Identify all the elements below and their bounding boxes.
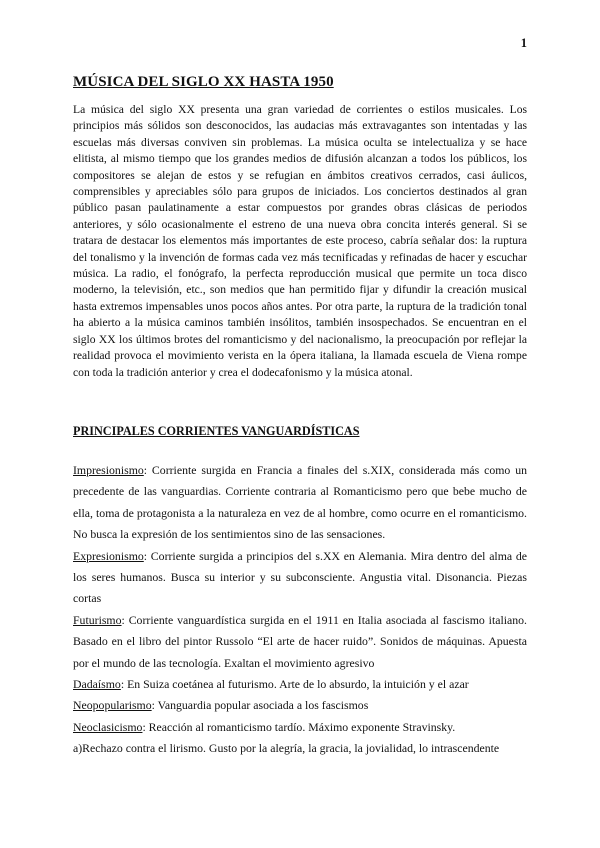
- movement-item-neopopularismo: [73, 695, 527, 716]
- movement-description: : Vanguardia popular asociada a los fascismos: [151, 698, 369, 713]
- movement-term: Expresionismo: [73, 548, 144, 563]
- movement-term: Impresionismo: [73, 463, 144, 477]
- movement-term: Futurismo: [73, 612, 122, 627]
- movement-term: Dadaísmo: [73, 677, 121, 692]
- movement-item-dadaismo: [73, 674, 527, 695]
- movement-item-expresionismo: [73, 546, 527, 610]
- movement-item-impresionismo: [73, 460, 527, 546]
- movement-description: : Corriente surgida a principios del s.XX en Alemania. Mira dentro del alma de los seres humanos. Busca su interior y su subconsciente. Angustia vital. Disonancia. Piezas cortas: [73, 548, 527, 606]
- movement-description: : Reacción al romanticismo tardío. Máximo exponente Stravinsky.: [142, 719, 456, 734]
- intro-paragraph: La música del siglo XX presenta una gran variedad de corrientes o estilos musicales. Los principios más sólidos son desconocidos, las audacias más extravagantes son intentadas y las escuelas más diversas conviven sin problemas. La música oculta se intelectualiza y se hace elitista, al mismo tiempo que los grandes medios de difusión alcanzan a todos los públicos, los compositores se alejan de estos y se refugian en ámbitos creativos cerrados, casi áulicos, comprensibles y apreciables sólo para grupos de iniciados. Los conciertos destinados al gran público pasan paulatinamente a estar compuestos por grandes obras clásicas de periodos anteriores, y sólo ocasionalmente el estreno de una nueva obra concita interés general. Si se tratara de destacar los elementos más importantes de este proceso, cabría señalar dos: la ruptura del tonalismo y la invención de formas cada vez más tecnificadas y refinadas de hacer y escuchar música. La radio, el fonógrafo, la perfecta reproducción musical que permite un toca disco moderno, la televisión, etc., son medios que han permitido fijar y difundir la creación musical hasta extremos impensables unos pocos años antes. Por otra parte, la ruptura de la tradición tonal ha abierto a la música caminos también insólitos, también insospechados. Se encuentran en el siglo XX los últimos brotes del romanticismo y del nacionalismo, la preocupación por reflejar la realidad provoca el movimiento verista en la ópera italiana, la llamada escuela de Viena rompe con toda la tradición anterior y crea el dodecafonismo y la música atonal.: [73, 103, 527, 379]
- movement-term: Neopopularismo: [73, 698, 152, 713]
- section-title: PRINCIPALES CORRIENTES VANGUARDÍSTICAS: [73, 424, 360, 438]
- final-line: a)Rechazo contra el lirismo. Gusto por la alegría, la gracia, la jovialidad, lo intrascendente: [73, 741, 500, 756]
- movement-term: Neoclasicismo: [73, 719, 143, 734]
- movement-item-neoclasicismo: [73, 717, 527, 738]
- movements-list: [73, 460, 527, 760]
- movement-description: : Corriente surgida en Francia a finales del s.XIX, considerada más como un precedente de las vanguardias. Corriente contraria al Romanticismo pero que bebe mucho de ella, toma de protagonista a la naturaleza en vez de al hombre, como ocurre en el romanticismo. No busca la expresión de los sentimientos sino de las sensaciones.: [73, 463, 527, 542]
- movement-item-futurismo: [73, 610, 527, 674]
- document-title: MÚSICA DEL SIGLO XX HASTA 1950: [73, 74, 334, 90]
- page-number: 1: [520, 36, 527, 50]
- movement-description: : En Suiza coetánea al futurismo. Arte de lo absurdo, la intuición y el azar: [120, 677, 469, 692]
- movement-description: : Corriente vanguardística surgida en el 1911 en Italia asociada al fascismo italiano. Basado en el libro del pintor Russolo “El arte de hacer ruido”. Sonidos de máquinas. Apuesta por el mundo de las tecnología. Exaltan el movimiento agresivo: [73, 612, 527, 670]
